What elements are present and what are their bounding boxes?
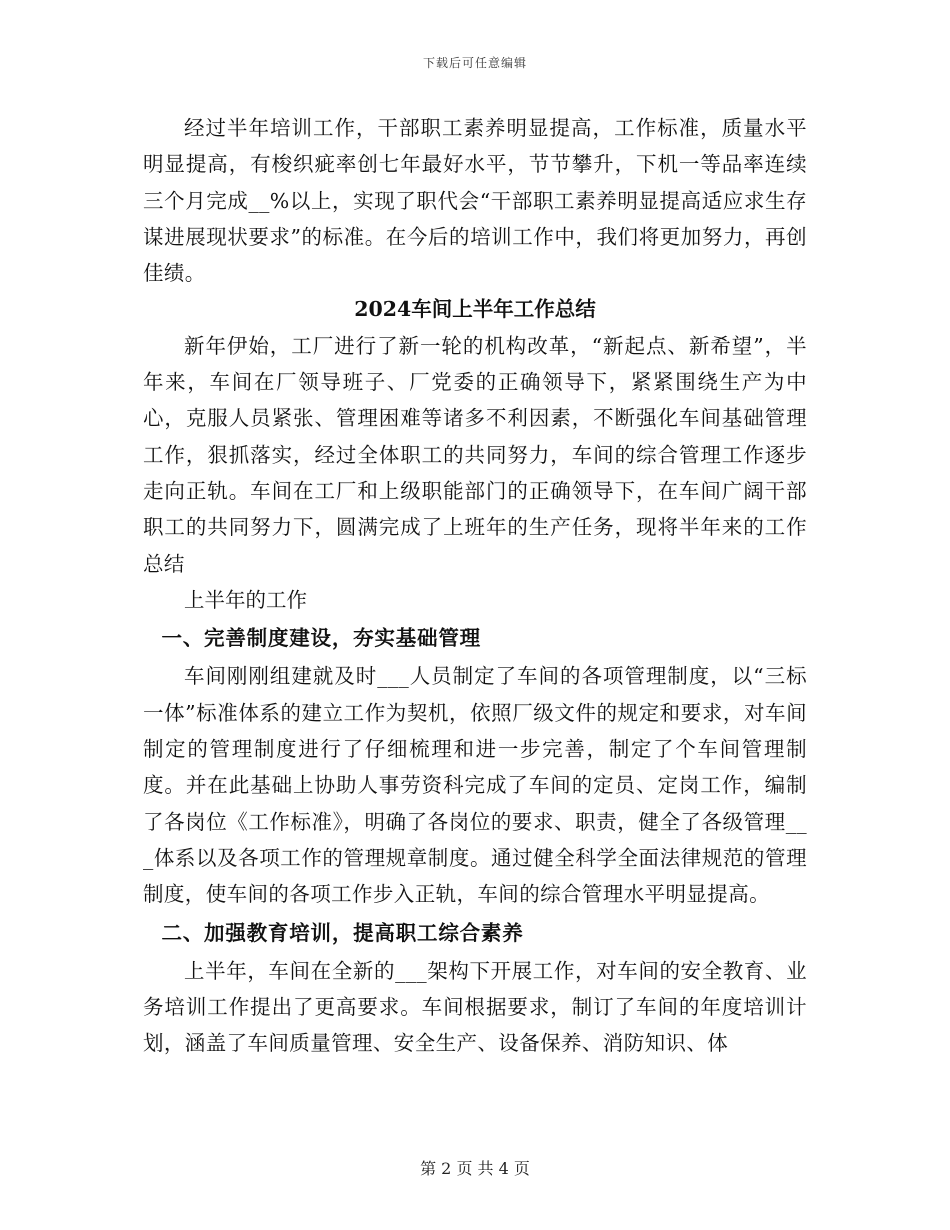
paragraph-system-building: 车间刚刚组建就及时___人员制定了车间的各项管理制度，以“三标一体”标准体系的建立工作为契机，依照厂级文件的规定和要求，对车间制定的管理制度进行了仔细梳理和进一步完善，制定了个车间管理制度。并在此基础上协助人事劳资科完成了车间的定员、定岗工作，编制了各岗位《工作标准》，明确了各岗位的要求、职责，健全了各级管理___体系以及各项工作的管理规章制度。通过健全科学全面法律规范的管理制度，使车间的各项工作步入正轨，车间的综合管理水平明显提高。 — [143, 664, 807, 907]
document-body — [143, 110, 807, 1062]
heading-system-building: 一、完善制度建设，夯实基础管理 — [161, 626, 481, 651]
page-number: 第 2 页 共 4 页 — [420, 1159, 530, 1178]
heading-education-training: 二、加强教育培训，提高职工综合素养 — [161, 920, 524, 945]
page-header-note: 下载后可任意编辑 — [422, 56, 527, 70]
paragraph-training-summary: 经过半年培训工作，干部职工素养明显提高，工作标准，质量水平明显提高，有梭织疵率创七年最好水平，节节攀升，下机一等品率连续三个月完成__%以上，实现了职代会“干部职工素养明显提高适应求生存谋进展现状要求”的标准。在今后的培训工作中，我们将更加努力，再创佳绩。 — [143, 116, 807, 286]
section-label: 上半年的工作 — [184, 587, 307, 612]
paragraph-education-training: 上半年，车间在全新的___架构下开展工作，对车间的安全教育、业务培训工作提出了更高要求。车间根据要求，制订了车间的年度培训计划，涵盖了车间质量管理、安全生产、设备保养、消防知识、体 — [143, 958, 807, 1056]
paragraph-intro: 新年伊始，工厂进行了新一轮的机构改革，“新起点、新希望”，半年来，车间在厂领导班子、厂党委的正确领导下，紧紧围绕生产为中心，克服人员紧张、管理困难等诸多不利因素，不断强化车间基础管理工作，狠抓落实，经过全体职工的共同努力，车间的综合管理工作逐步走向正轨。车间在工厂和上级职能部门的正确领导下，在车间广阔干部职工的共同努力下，圆满完成了上班年的生产任务，现将半年来的工作总结 — [143, 333, 807, 576]
document-title: 2024车间上半年工作总结 — [354, 297, 596, 322]
